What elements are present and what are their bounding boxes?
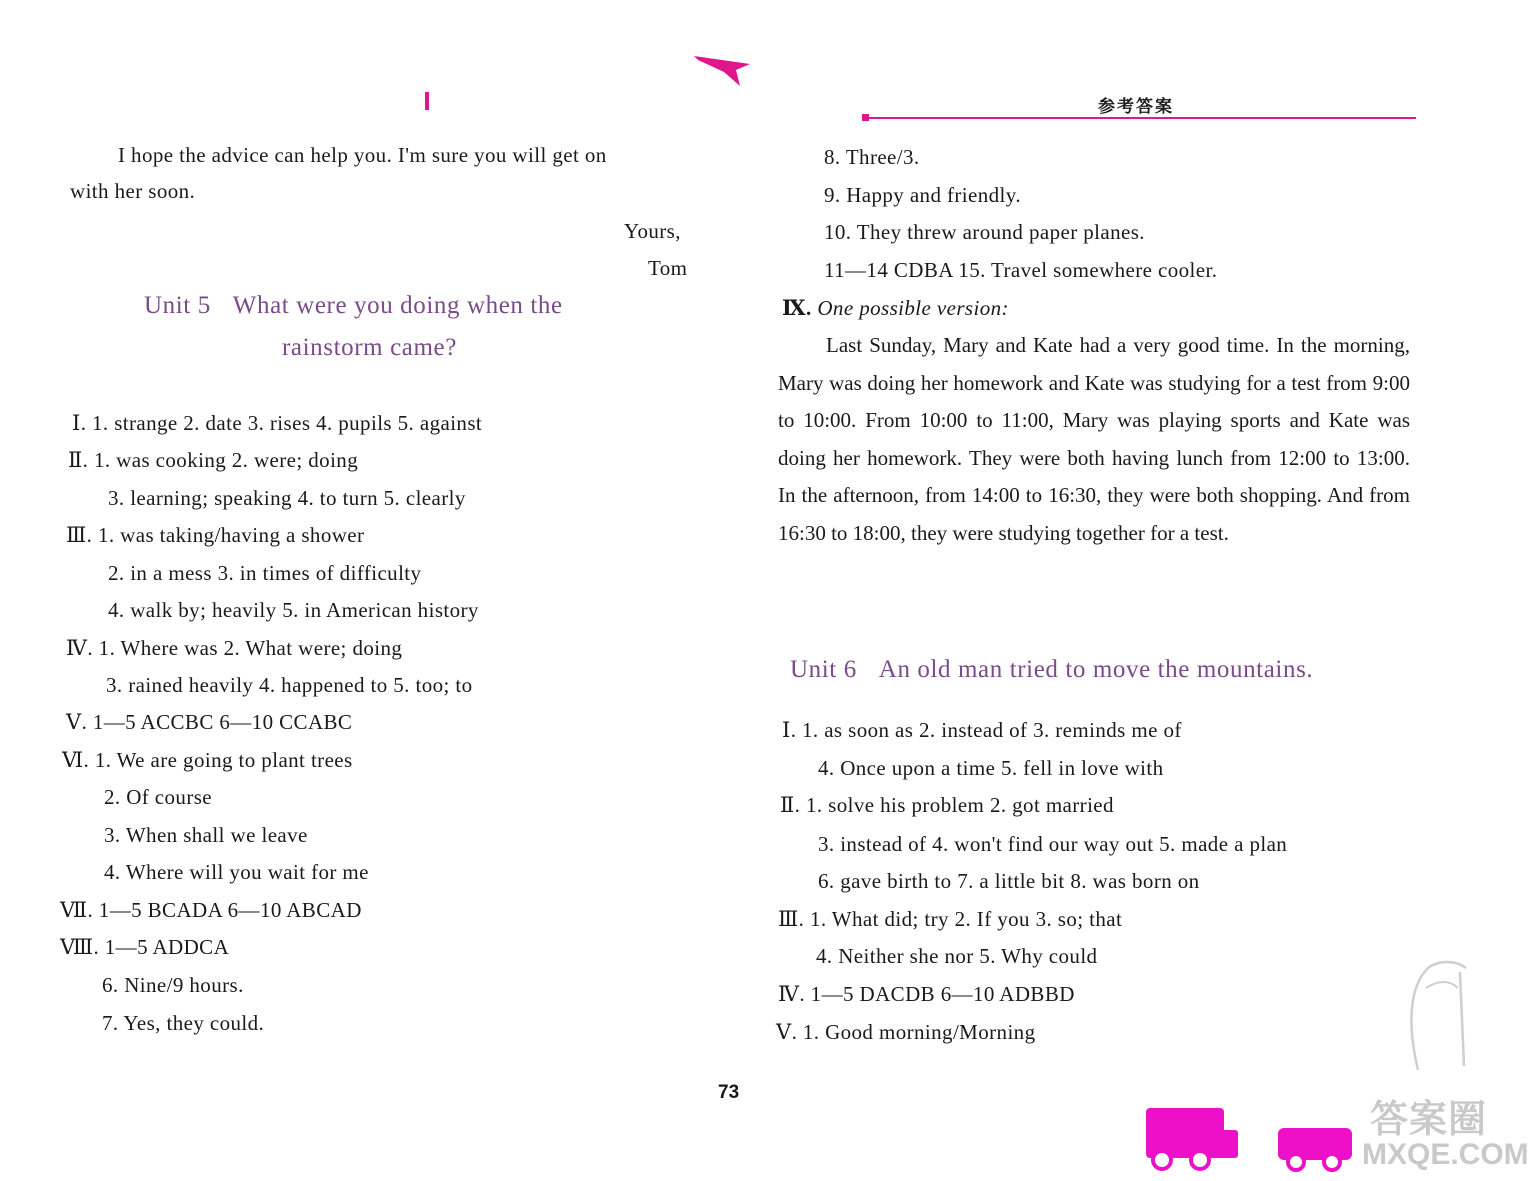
answer-line: 4. Neither she nor 5. Why could [816, 944, 1098, 968]
answer-line: Ⅰ. 1. as soon as 2. instead of 3. reminds me of [782, 718, 1182, 742]
answer-line: Ⅳ. 1. Where was 2. What were; doing [66, 636, 403, 660]
unit6-label: Unit 6 [790, 656, 857, 683]
answer-line: 11—14 CDBA 15. Travel somewhere cooler. [824, 258, 1218, 282]
answer-line: 3. learning; speaking 4. to turn 5. clearly [108, 486, 466, 510]
decorative-car-icon [1272, 1118, 1362, 1172]
section-ix-label: Ⅸ. [782, 296, 812, 320]
unit5-title-line-2: rainstorm came? [282, 334, 457, 361]
answer-line: 6. Nine/9 hours. [102, 973, 244, 997]
header-title: 参考答案 [1098, 97, 1174, 116]
unit5-title-line-1 [144, 292, 563, 320]
decorative-arrow-icon [690, 50, 754, 90]
answer-line: 3. rained heavily 4. happened to 5. too; to [106, 673, 473, 697]
side-tab-decoration-icon [1404, 958, 1476, 1080]
letter-paragraph-line-1: I hope the advice can help you. I'm sure you will get on [118, 143, 607, 167]
unit6-title [790, 656, 1313, 684]
header-rule [868, 117, 1416, 119]
letter-paragraph-line-2: with her soon. [70, 179, 196, 203]
unit5-label: Unit 5 [144, 292, 211, 319]
watermark-logo: 答案圈 [1370, 1099, 1488, 1141]
answer-line: 4. walk by; heavily 5. in American history [108, 598, 479, 622]
answer-line: 3. instead of 4. won't find our way out 5. made a plan [818, 832, 1288, 856]
answer-line: Ⅷ. 1—5 ADDCA [60, 935, 230, 959]
decorative-bus-icon [1138, 1102, 1248, 1172]
answer-line: Ⅲ. 1. What did; try 2. If you 3. so; that [778, 907, 1123, 931]
answer-line: 2. Of course [104, 785, 213, 809]
answer-line: 7. Yes, they could. [102, 1011, 265, 1035]
answer-line: Ⅳ. 1—5 DACDB 6—10 ADBBD [778, 982, 1075, 1006]
answer-line: 6. gave birth to 7. a little bit 8. was born on [818, 869, 1200, 893]
essay-paragraph: Last Sunday, Mary and Kate had a very good time. In the morning, Mary was doing her homework and Kate was studying for a test from 9:00 to 10:00. From 10:00 to 11:00, Mary was playing sports and Kate was doing her homework. They were both having lunch from 12:00 to 13:00. In the afternoon, from 14:00 to 16:30, they were both shopping. And from 16:30 to 18:00, they were studying together for a test. [778, 333, 1410, 545]
section-ix-title: One possible version: [817, 296, 1009, 320]
answer-line: 2. in a mess 3. in times of difficulty [108, 561, 422, 585]
page-number: 73 [718, 1082, 740, 1103]
decorative-tick [425, 92, 429, 110]
answer-line: Ⅲ. 1. was taking/having a shower [66, 523, 365, 547]
letter-closing: Yours, [624, 219, 681, 243]
answer-line: Ⅶ. 1—5 BCADA 6—10 ABCAD [60, 898, 362, 922]
answer-line: 3. When shall we leave [104, 823, 308, 847]
unit5-title-text-1: What were you doing when the [232, 292, 563, 319]
unit6-title-text: An old man tried to move the mountains. [878, 656, 1314, 683]
answer-line: 9. Happy and friendly. [824, 183, 1021, 207]
answer-line: 4. Once upon a time 5. fell in love with [818, 756, 1164, 780]
answer-line: Ⅱ. 1. solve his problem 2. got married [780, 793, 1114, 817]
section-ix-heading [782, 295, 1009, 321]
answer-line: 10. They threw around paper planes. [824, 220, 1145, 244]
answer-line: 4. Where will you wait for me [104, 860, 369, 884]
answer-line: Ⅱ. 1. was cooking 2. were; doing [68, 448, 359, 472]
answer-line: Ⅴ. 1. Good morning/Morning [776, 1020, 1036, 1044]
answer-line: Ⅴ. 1—5 ACCBC 6—10 CCABC [66, 710, 353, 734]
answer-line: Ⅵ. 1. We are going to plant trees [62, 748, 353, 772]
answer-line: Ⅰ. 1. strange 2. date 3. rises 4. pupils 5. against [72, 411, 483, 435]
letter-signature: Tom [648, 256, 688, 280]
answer-line: 8. Three/3. [824, 145, 920, 169]
watermark-site: MXQE.COM [1362, 1138, 1529, 1171]
